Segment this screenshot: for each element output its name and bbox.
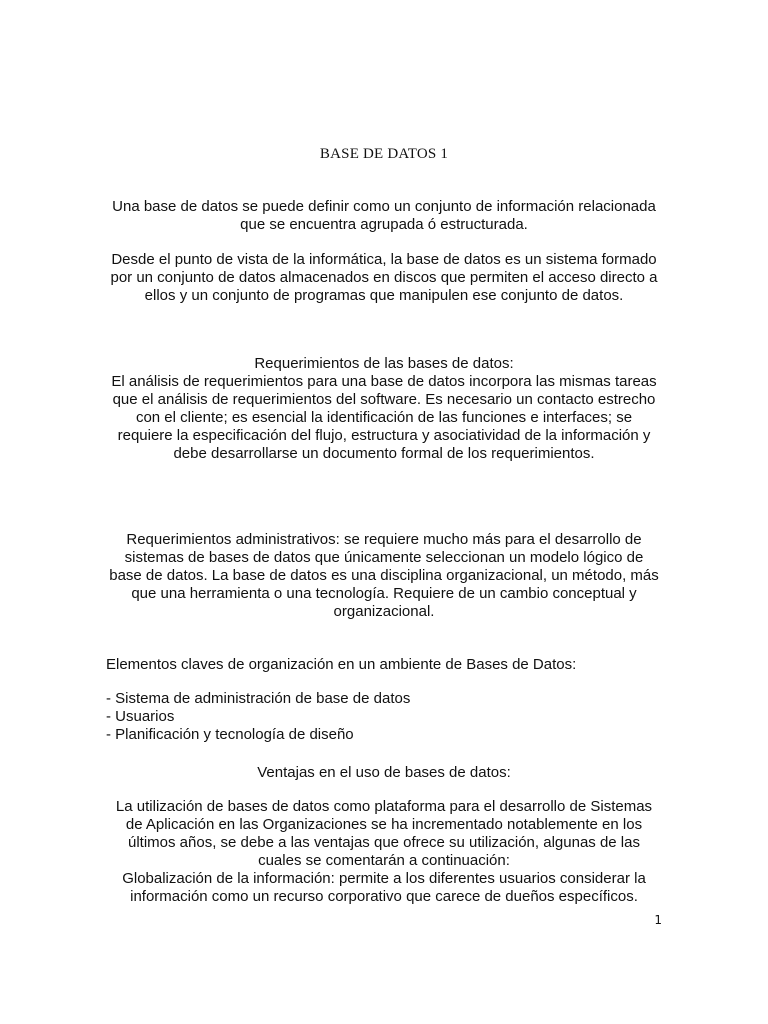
advantages-line: Globalización de la información: permite a los diferentes usuarios considerar la xyxy=(122,870,646,887)
intro-paragraph xyxy=(100,198,668,234)
requirements-line: que el análisis de requerimientos del software. Es necesario un contacto estrecho xyxy=(112,391,656,408)
requirements-heading: Requerimientos de las bases de datos: xyxy=(254,355,514,372)
advantages-heading: Ventajas en el uso de bases de datos: xyxy=(257,764,511,781)
definition-paragraph xyxy=(100,251,668,305)
advantages-line: cuales se comentarán a continuación: xyxy=(258,852,510,869)
list-item: - Usuarios xyxy=(106,708,175,725)
admin-requirements-line: sistemas de bases de datos que únicamente seleccionan un modelo lógico de xyxy=(124,549,644,566)
advantages-line: de Aplicación en las Organizaciones se ha incrementado notablemente en los xyxy=(125,816,643,833)
intro-line: Una base de datos se puede definir como un conjunto de información relacionada xyxy=(112,198,656,215)
advantages-line: La utilización de bases de datos como plataforma para el desarrollo de Sistemas xyxy=(115,798,653,815)
admin-requirements-line: Requerimientos administrativos: se requiere mucho más para el desarrollo de xyxy=(126,531,642,548)
requirements-line: El análisis de requerimientos para una base de datos incorpora las mismas tareas xyxy=(111,373,657,390)
requirements-paragraph xyxy=(100,355,668,463)
admin-requirements-line: organizacional. xyxy=(333,603,435,620)
advantages-line: últimos años, se debe a las ventajas que ofrece su utilización, algunas de las xyxy=(128,834,640,851)
definition-line: por un conjunto de datos almacenados en discos que permiten el acceso directo a xyxy=(110,269,658,286)
key-elements-list xyxy=(106,690,666,744)
admin-requirements-paragraph xyxy=(100,531,668,621)
list-item: - Planificación y tecnología de diseño xyxy=(106,726,354,743)
advantages-paragraph xyxy=(100,798,668,906)
page-number: 1 xyxy=(654,913,662,927)
definition-line: Desde el punto de vista de la informática, la base de datos es un sistema formado xyxy=(111,251,657,268)
advantages-line: información como un recurso corporativo que carece de dueños específicos. xyxy=(130,888,638,905)
definition-line: ellos y un conjunto de programas que manipulen ese conjunto de datos. xyxy=(144,287,624,304)
intro-line: que se encuentra agrupada ó estructurada. xyxy=(240,216,528,233)
requirements-line: requiere la especificación del flujo, estructura y asociatividad de la información y xyxy=(117,427,651,444)
key-elements-heading: Elementos claves de organización en un ambiente de Bases de Datos: xyxy=(106,656,577,673)
requirements-line: con el cliente; es esencial la identificación de las funciones e interfaces; se xyxy=(135,409,633,426)
admin-requirements-line: base de datos. La base de datos es una disciplina organizacional, un método, más xyxy=(109,567,659,584)
admin-requirements-line: que una herramienta o una tecnología. Requiere de un cambio conceptual y xyxy=(131,585,637,602)
requirements-line: debe desarrollarse un documento formal de los requerimientos. xyxy=(173,445,595,462)
list-item: - Sistema de administración de base de datos xyxy=(106,690,411,707)
document-title: BASE DE DATOS 1 xyxy=(319,146,449,162)
